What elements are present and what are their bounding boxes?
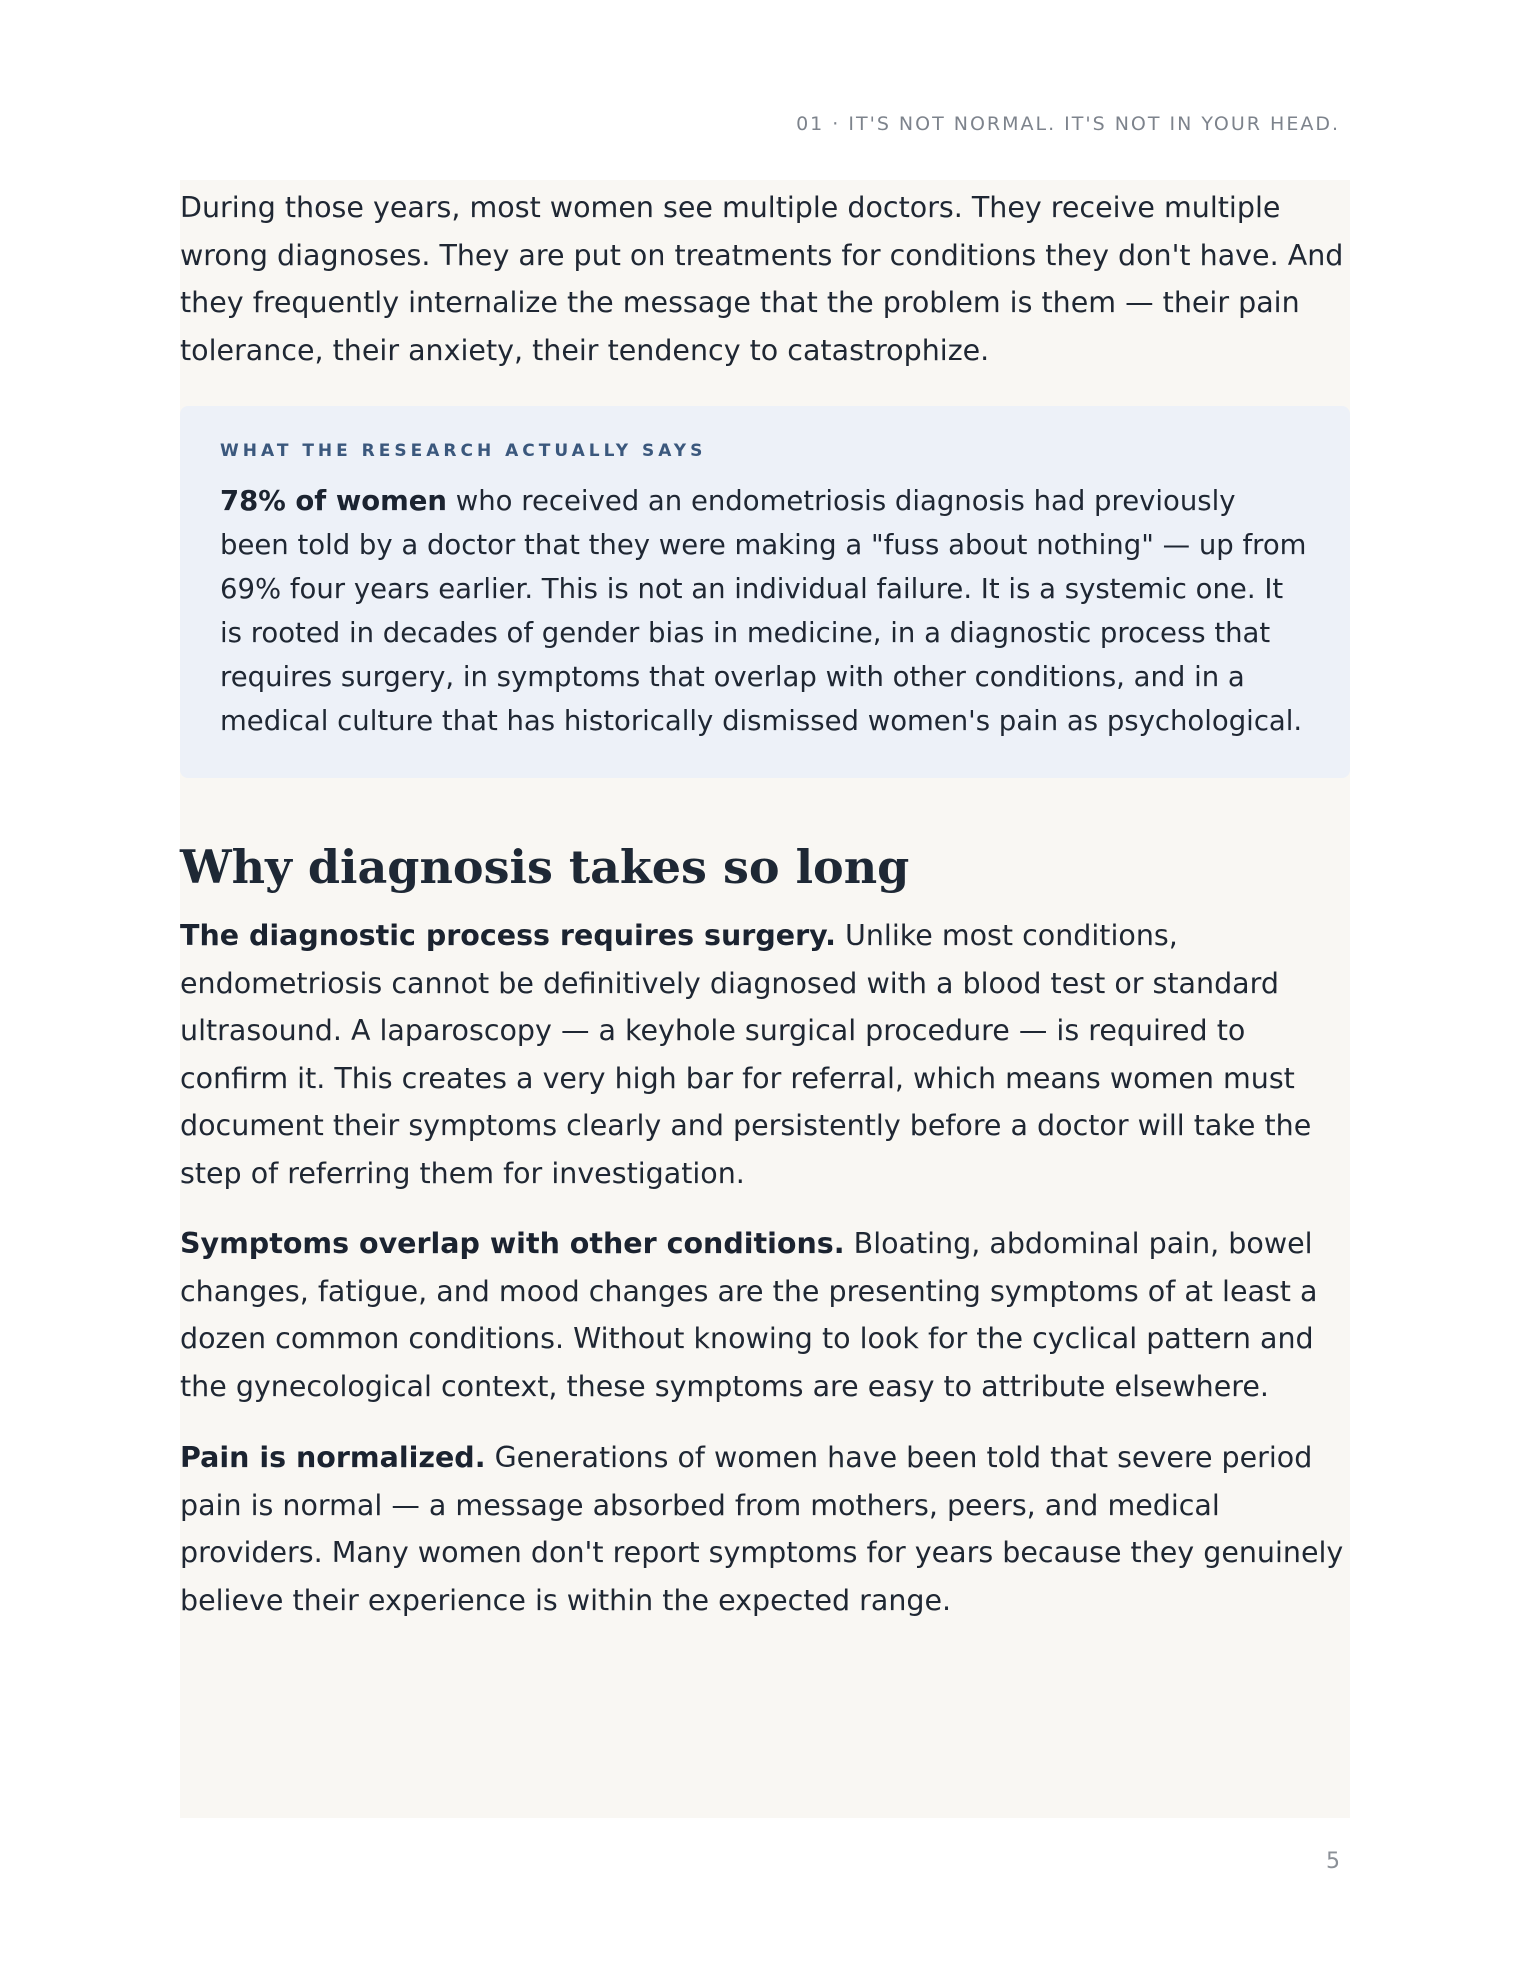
paragraph-symptoms-overlap — [180, 1220, 1350, 1410]
callout-lead: 78% of women — [220, 485, 448, 517]
intro-paragraph: During those years, most women see multiple doctors. They receive multiple wrong diagnoses. They are put on treatments for conditions they don't have. And they frequently internalize the message that the problem is them — their pain tolerance, their anxiety, their tendency to catastrophize. — [180, 191, 1344, 367]
paragraph-body: Generations of women have been told that severe period pain is normal — a message absorbed from mothers, peers, and medical providers. Many women don't report symptoms for years because they genuinely believe their experience is within the expected range. — [180, 1441, 1344, 1617]
research-callout — [180, 406, 1350, 778]
callout-label: WHAT THE RESEARCH ACTUALLY SAYS — [220, 441, 707, 461]
paragraph-lead: The diagnostic process requires surgery. — [180, 919, 836, 952]
paragraph-pain-normalized — [180, 1434, 1350, 1624]
paragraph-lead: Symptoms overlap with other conditions. — [180, 1227, 845, 1260]
page-number: 5 — [1326, 1849, 1340, 1874]
callout-body: who received an endometriosis diagnosis had previously been told by a doctor that they were making a "fuss about nothing" — up from 69% four years earlier. This is not an individual failure. It is a systemic one. It is rooted in decades of gender bias in medicine, in a diagnostic process that requires surgery, in symptoms that overlap with other conditions, and in a medical culture that has historically dismissed women's pain as psychological. — [220, 485, 1307, 737]
paragraph-body: Unlike most conditions, endometriosis cannot be definitively diagnosed with a blood test or standard ultrasound. A laparoscopy — a keyhole surgical procedure — is required to confirm it. This creates a very high bar for referral, which means women must document their symptoms clearly and persistently before a doctor will take the step of referring them for investigation. — [180, 919, 1312, 1190]
section-heading: Why diagnosis takes so long — [180, 840, 910, 894]
callout-text — [220, 479, 1310, 743]
paragraph-body: Bloating, abdominal pain, bowel changes, fatigue, and mood changes are the presenting symptoms of at least a dozen common conditions. Without knowing to look for the cyclical pattern and the gynecological context, these symptoms are easy to attribute elsewhere. — [180, 1227, 1318, 1403]
paragraph-diagnostic-surgery — [180, 912, 1350, 1197]
paragraph-lead: Pain is normalized. — [180, 1441, 486, 1474]
running-header: 01 · IT'S NOT NORMAL. IT'S NOT IN YOUR HEAD. — [796, 113, 1340, 135]
content-panel — [180, 180, 1350, 1818]
